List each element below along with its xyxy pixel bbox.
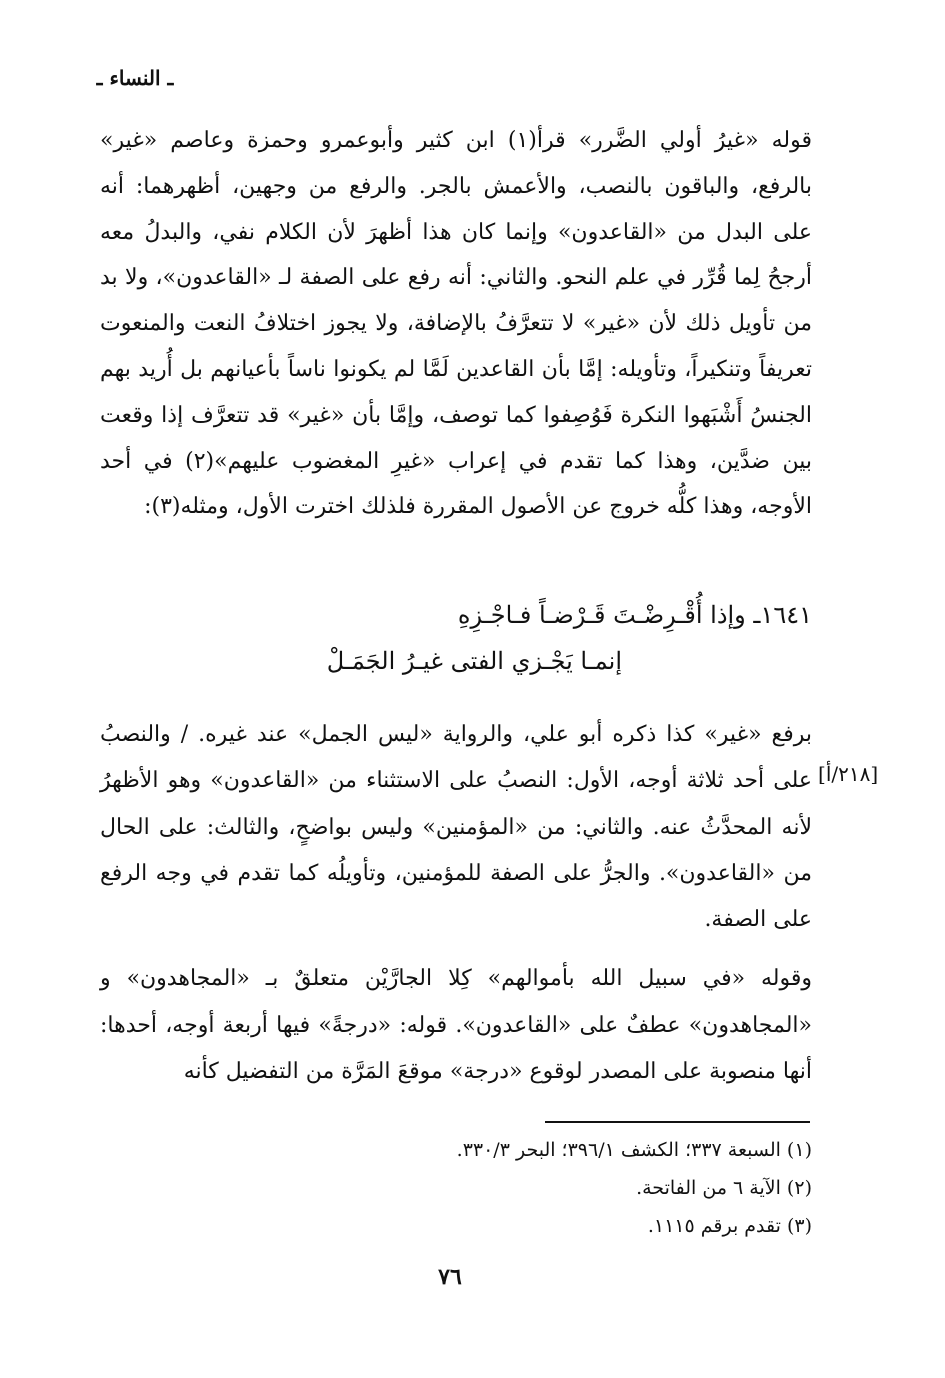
footnote-separator — [545, 1121, 810, 1123]
paragraph-3: وقوله «في سبيل الله بأموالهم» كِلا الجارَّيْن متعلقٌ بـ «المجاهدون» و «المجاهدون» عطفٌ على «القاعدون». قوله: «درجةً» فيها أربعة أوجه، أحدها: أنها منصوبة على المصدر لوقوع «درجة» موقعَ المَرَّة من التفضيل كأنه — [100, 966, 812, 1084]
margin-reference: [٢١٨/أ] — [818, 762, 879, 786]
paragraph-1: قوله «غيرُ أولي الضَّرر» قرأ(١) ابن كثير وأبوعمرو وحمزة وعاصم «غير» بالرفع، والباقون بالنصب، والأعمش بالجر. والرفع من وجهين، أظهرهما: أنه على البدل من «القاعدون» وإنما كان هذا أظهرَ لأن الكلام نفي، والبدلُ معه أرجحُ لِما قُرِّر في علم النحو. والثاني: أنه رفع على الصفة لـ «القاعدون»، ولا بد من تأويل ذلك لأن «غير» لا تتعرَّفُ بالإضافة، ولا يجوز اختلافُ النعت والمنعوت تعريفاً وتنكيراً، وتأويله: إمَّا بأن القاعدين لَمَّا لم يكونوا ناساً بأعيانهم بل أُريد بهم الجنسُ أَشْبَهوا النكرة فَوُصِفوا كما توصف، وإمَّا بأن «غير» قد تتعرَّف إذا وقعت بين ضدَّين، وهذا كما تقدم في إعراب «غيرِ المغضوب عليهم»(٢) في أحد الأوجه، وهذا كلُّه خروج عن الأصول المقررة فلذلك اخترت الأول، ومثله(٣): — [100, 128, 812, 520]
footnote-2: (٢) الآية ٦ من الفاتحة. — [636, 1177, 812, 1199]
poetry-verse — [160, 592, 812, 684]
footnote-3: (٣) تقدم برقم ١١١٥. — [647, 1215, 812, 1237]
footnotes-list — [250, 1131, 812, 1245]
verse-line-1: ١٦٤١ـ وإذا أُقْـرِضْـتَ قَـرْضـاً فـاجْـزِهِ — [457, 601, 812, 629]
running-header: ـ النساء ـ — [96, 66, 174, 90]
page-number: ٧٦ — [438, 1264, 462, 1290]
footnote-1: (١) السبعة ٣٣٧؛ الكشف ٣٩٦/١؛ البحر ٣٣٠/٣. — [456, 1139, 812, 1161]
paragraph-2: برفع «غير» كذا ذكره أبو علي، والرواية «ليس الجمل» عند غيره. / والنصبُ على أحد ثلاثة أوجه، الأول: النصبُ على الاستثناء من «القاعدون» وهو الأظهرُ لأنه المحدَّثُ عنه. والثاني: من «المؤمنين» وليس بواضحٍ، والثالث: على الحال من «القاعدون». والجرُّ على الصفة للمؤمنين، وتأويلُه كما تقدم في وجه الرفع على الصفة. — [100, 722, 812, 933]
verse-line-2: إنمـا يَجْـزي الفتى غيـرُ الجَمَـلْ — [326, 647, 622, 675]
